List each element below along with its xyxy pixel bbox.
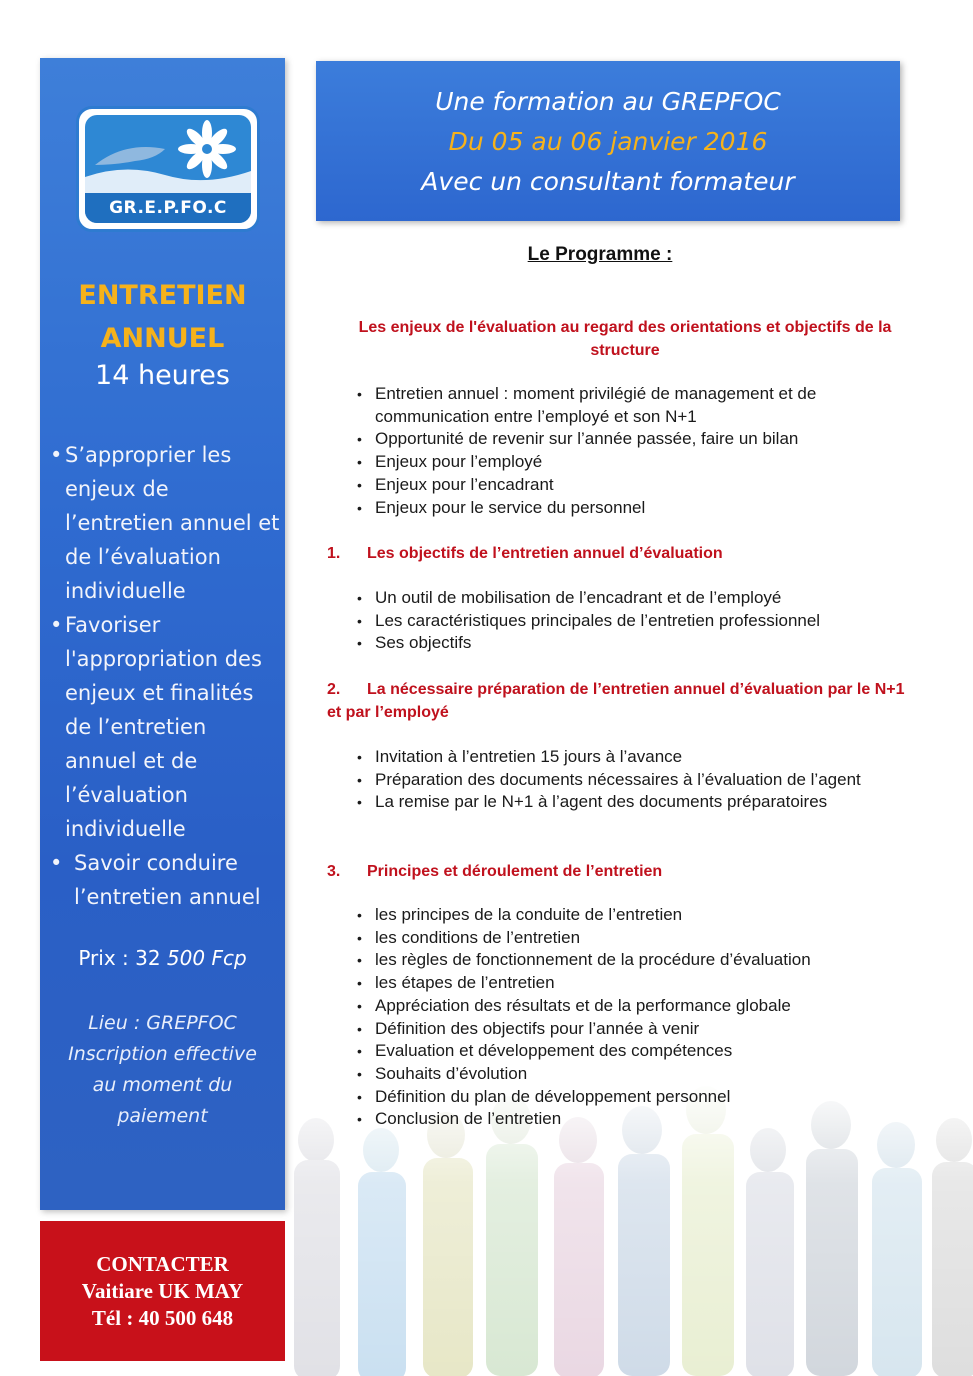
contact-box bbox=[40, 1221, 285, 1361]
course-title bbox=[40, 274, 285, 360]
list-item: • les étapes de l’entretien bbox=[357, 972, 927, 995]
intro-list bbox=[357, 383, 927, 519]
location-info bbox=[40, 1008, 285, 1132]
goal-item: • Favoriser l'appropriation des enjeux et finalités de l’entretien annuel et de l’évaluation individuelle bbox=[50, 608, 282, 846]
goals-list bbox=[50, 438, 282, 914]
section-title: Principes et déroulement de l’entretien bbox=[367, 863, 663, 880]
goal-item: • S’approprier les enjeux de l’entretien annuel et de l’évaluation individuelle bbox=[50, 438, 282, 608]
list-item: • Définition des objectifs pour l’année à venir bbox=[357, 1018, 927, 1041]
list-item: • les règles de fonctionnement de la procédure d’évaluation bbox=[357, 949, 927, 972]
list-item: • les conditions de l’entretien bbox=[357, 927, 927, 950]
list-item: • Ses objectifs bbox=[357, 632, 927, 655]
list-item: • Enjeux pour l’employé bbox=[357, 451, 927, 474]
section-2-list bbox=[357, 746, 927, 814]
section-1-list bbox=[357, 587, 927, 655]
price-value: 500 Fcp bbox=[166, 946, 247, 970]
course-title-line1: ENTRETIEN bbox=[78, 280, 247, 311]
list-item: • La remise par le N+1 à l’agent des documents préparatoires bbox=[357, 791, 927, 814]
goal-item: • Savoir conduire l’entretien annuel bbox=[50, 846, 282, 914]
list-item: • Les caractéristiques principales de l’entretien professionnel bbox=[357, 610, 927, 633]
grepfoc-logo bbox=[76, 106, 260, 232]
section-title: La nécessaire préparation de l’entretien annuel d’évaluation par le N+1 et par l’employé bbox=[327, 681, 905, 721]
location-line: paiement bbox=[117, 1105, 208, 1127]
list-item: • Entretien annuel : moment privilégié de management et de communication entre l’employé et son N+1 bbox=[357, 383, 927, 428]
list-item: • les principes de la conduite de l’entretien bbox=[357, 904, 927, 927]
section-number: 3. bbox=[327, 863, 341, 880]
contact-phone: Tél : 40 500 648 bbox=[91, 1306, 234, 1330]
section-3-list bbox=[357, 904, 927, 1131]
list-item: • Préparation des documents nécessaires à l’évaluation de l’agent bbox=[357, 769, 927, 792]
list-item: • Souhaits d’évolution bbox=[357, 1063, 927, 1086]
section-title: Les objectifs de l’entretien annuel d’évaluation bbox=[367, 545, 723, 562]
logo-graphic-icon bbox=[85, 115, 251, 195]
location-line: Lieu : GREPFOC bbox=[88, 1012, 237, 1034]
location-line: au moment du bbox=[92, 1074, 233, 1096]
contact-name: Vaitiare UK MAY bbox=[81, 1279, 244, 1303]
logo-text: GR.E.P.FO.C bbox=[85, 193, 251, 223]
intro-heading: Les enjeux de l'évaluation au regard des orientations et objectifs de la structure bbox=[358, 319, 892, 359]
list-item: • Invitation à l’entretien 15 jours à l’avance bbox=[357, 746, 927, 769]
list-item: • Appréciation des résultats et de la performance globale bbox=[357, 995, 927, 1018]
banner-line3: Avec un consultant formateur bbox=[421, 167, 795, 196]
section-heading-1 bbox=[327, 542, 917, 565]
section-heading-2 bbox=[327, 678, 917, 724]
contact-heading: CONTACTER bbox=[96, 1252, 229, 1276]
course-title-line2: ANNUEL bbox=[100, 323, 225, 354]
price-label: Prix : 32 bbox=[78, 946, 167, 970]
section-number: 2. bbox=[327, 681, 341, 698]
section-heading-3 bbox=[327, 860, 917, 883]
course-duration: 14 heures bbox=[95, 360, 230, 391]
list-item: • Définition du plan de développement personnel bbox=[357, 1086, 927, 1109]
banner-line1: Une formation au GREPFOC bbox=[435, 87, 781, 116]
list-item: • Enjeux pour le service du personnel bbox=[357, 497, 927, 520]
location-line: Inscription effective bbox=[68, 1043, 257, 1065]
programme-title: Le Programme : bbox=[527, 244, 673, 265]
banner-dates: Du 05 au 06 janvier 2016 bbox=[448, 127, 768, 156]
price bbox=[40, 946, 285, 970]
list-item: • Opportunité de revenir sur l’année passée, faire un bilan bbox=[357, 428, 927, 451]
section-number: 1. bbox=[327, 545, 341, 562]
list-item: • Evaluation et développement des compétences bbox=[357, 1040, 927, 1063]
sidebar-panel bbox=[40, 58, 285, 1210]
list-item: • Enjeux pour l’encadrant bbox=[357, 474, 927, 497]
list-item: • Un outil de mobilisation de l’encadrant et de l’employé bbox=[357, 587, 927, 610]
list-item: • Conclusion de l’entretien bbox=[357, 1108, 927, 1131]
header-banner bbox=[316, 61, 900, 221]
